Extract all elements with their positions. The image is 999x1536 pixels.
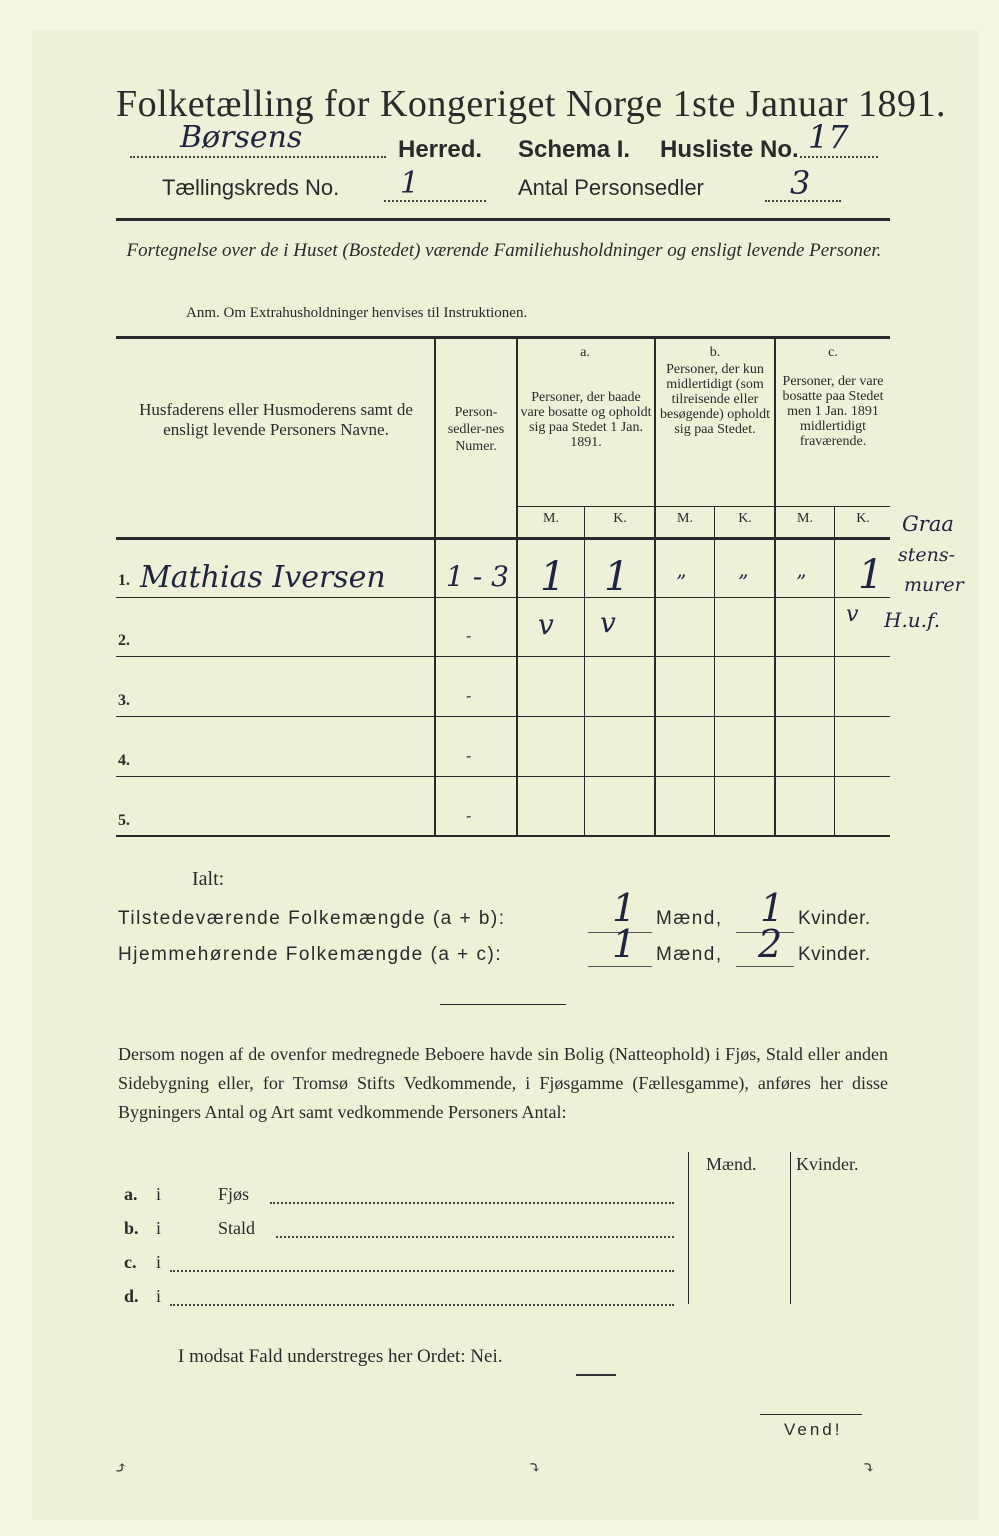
herred-value: Børsens <box>180 120 303 155</box>
building-i: i <box>156 1252 162 1272</box>
buildings-divider <box>790 1152 791 1304</box>
cell-b-k: ” <box>738 570 749 594</box>
nei-underline <box>576 1374 616 1376</box>
col-divider <box>434 338 436 836</box>
col-header-c-letter: c. <box>828 345 838 360</box>
row-number: 5. <box>118 812 130 829</box>
cell-a-m: v <box>538 608 554 641</box>
row-number: 3. <box>118 692 130 709</box>
short-divider <box>440 1004 566 1005</box>
hjemme-k-line <box>736 966 794 967</box>
ialt-label: Ialt: <box>192 868 225 890</box>
tilstede-k-value: 1 <box>760 886 785 930</box>
col-header-num: Person-sedler-nes Numer. <box>447 405 505 454</box>
cell-a-k: v <box>600 606 616 639</box>
kreds-label: Tællingskreds No. <box>162 175 340 200</box>
building-letter: a. <box>124 1184 138 1204</box>
anm-note: Anm. Om Extrahusholdninger henvises til Instruktionen. <box>186 305 528 321</box>
col-c-m: M. <box>797 511 813 526</box>
building-dots <box>170 1270 674 1272</box>
col-divider <box>584 506 585 836</box>
hjemme-m-line <box>588 966 652 967</box>
sidebygning-paragraph: Dersom nogen af de ovenfor medregnede Beboere havde sin Bolig (Natteophold) i Fjøs, Stald eller anden Sidebygning eller, for Tromsø Stifts Vedkommende, i Fjøsgamme (Fællesgamme), anføres her disse Bygningers Antal og Art samt vedkommende Personers Antal: <box>118 1044 888 1122</box>
form-title: Folketælling for Kongeriget Norge 1ste Januar 1891. <box>116 83 947 125</box>
building-i: i <box>156 1286 162 1306</box>
hjemme-label: Hjemmehørende Folkemængde (a + c): <box>118 944 503 965</box>
margin-note: stens- <box>898 544 956 566</box>
modsat-text: I modsat Fald understreges her Ordet: Nei. <box>178 1346 503 1367</box>
building-letter: b. <box>124 1218 139 1238</box>
buildings-kvinder-header: Kvinder. <box>796 1154 859 1174</box>
herred-label: Herred. <box>398 136 483 163</box>
margin-note: H.u.f. <box>884 608 941 632</box>
buildings-divider <box>688 1152 689 1304</box>
row-number: 4. <box>118 752 130 769</box>
cell-b-m: ” <box>676 570 687 594</box>
maend-label: Mænd, <box>656 944 723 965</box>
col-divider <box>714 506 715 836</box>
building-i: i <box>156 1218 162 1238</box>
cell-c-m: ” <box>796 570 807 594</box>
husliste-label: Husliste No. <box>660 136 799 163</box>
row-rule <box>116 656 890 657</box>
cell-c-k: v <box>846 602 859 627</box>
person-name: Mathias Iversen <box>140 560 386 595</box>
col-header-a: Personer, der baade vare bosatte og opholdt sig paa Stedet 1 Jan. 1891. <box>520 390 652 450</box>
margin-note: murer <box>904 574 964 596</box>
antal-label: Antal Personsedler <box>518 175 704 200</box>
building-i: i <box>156 1184 162 1204</box>
buildings-maend-header: Mænd. <box>706 1154 757 1174</box>
maend-label: Mænd, <box>656 908 723 929</box>
building-letter: d. <box>124 1286 139 1306</box>
building-dots <box>276 1236 674 1238</box>
hjemme-k-value: 2 <box>758 922 783 966</box>
sedler-value: - <box>466 626 472 645</box>
building-dots <box>270 1202 674 1204</box>
col-header-name: Husfaderens eller Husmoderens samt de ensligt levende Personers Navne. <box>139 400 413 439</box>
building-dots <box>170 1304 674 1306</box>
building-label: Stald <box>218 1218 256 1238</box>
tilstede-label: Tilstedeværende Folkemængde (a + b): <box>118 908 506 929</box>
husliste-value: 17 <box>808 118 849 156</box>
antal-value: 3 <box>790 164 811 202</box>
row-rule <box>116 716 890 717</box>
row-number: 1. <box>118 572 130 589</box>
tilstede-m-value: 1 <box>612 886 637 930</box>
cell-c-k: 1 <box>858 552 884 598</box>
cell-a-m: 1 <box>540 554 566 600</box>
col-header-b-letter: b. <box>709 345 721 360</box>
col-b-m: M. <box>677 511 693 526</box>
row-rule <box>116 776 890 777</box>
corner-mark-icon: ⤵ <box>862 1458 876 1477</box>
col-a-k: K. <box>613 511 627 526</box>
margin-note: Graa <box>902 512 954 536</box>
intro-text: Fortegnelse over de i Huset (Bostedet) værende Familiehusholdninger og ensligt levende Personer. <box>126 240 882 261</box>
sedler-value: - <box>466 686 472 705</box>
building-label: Fjøs <box>218 1184 250 1204</box>
kvinder-label: Kvinder. <box>798 944 871 965</box>
sedler-value: - <box>466 746 472 765</box>
vend-rule <box>760 1414 862 1415</box>
center-mark-icon: ⤵ <box>528 1458 542 1477</box>
corner-mark-icon: ⤴ <box>114 1458 128 1477</box>
building-letter: c. <box>124 1252 137 1272</box>
sedler-value: - <box>466 806 472 825</box>
col-a-m: M. <box>543 511 559 526</box>
col-header-c: Personer, der vare bosatte paa Stedet men 1 Jan. 1891 midlertidigt fraværende. <box>782 374 884 449</box>
header-rule <box>116 218 890 221</box>
cell-a-k: 1 <box>604 554 630 600</box>
row-rule <box>116 597 890 598</box>
col-c-k: K. <box>856 511 870 526</box>
hjemme-m-value: 1 <box>612 922 637 966</box>
sedler-value: 1 - 3 <box>446 560 509 593</box>
row-number: 2. <box>118 632 130 649</box>
col-header-b: Personer, der kun midlertidigt (som tilreisende eller besøgende) opholdt sig paa Stedet. <box>659 362 771 437</box>
col-divider <box>834 506 835 836</box>
kreds-value: 1 <box>400 166 420 201</box>
schema-label: Schema I. <box>518 136 631 163</box>
col-b-k: K. <box>738 511 752 526</box>
vend-text: Vend! <box>784 1420 843 1439</box>
col-header-a-letter: a. <box>580 345 590 360</box>
kvinder-label: Kvinder. <box>798 908 871 929</box>
